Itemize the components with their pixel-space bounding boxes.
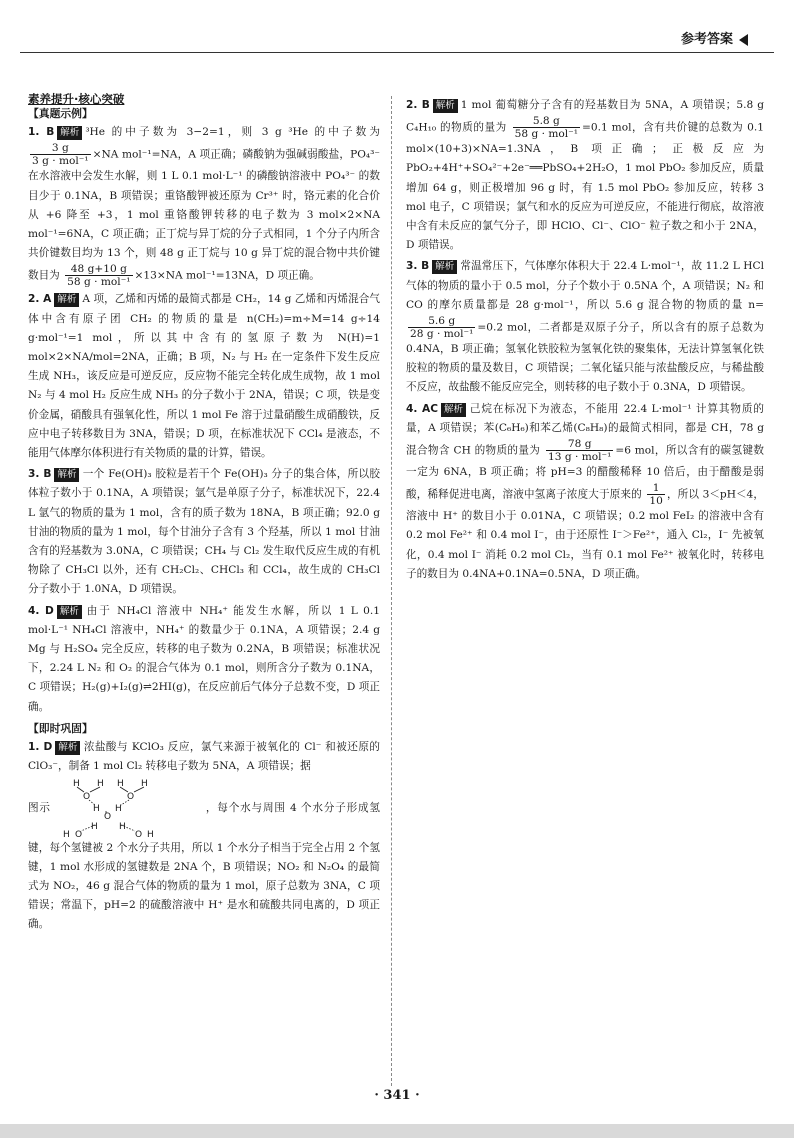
answer-item: 1. D 解析 浓盐酸与 KClO₃ 反应，氯气来源于被氧化的 Cl⁻ 和被还原的 ClO₃⁻，制备 1 mol Cl₂ 转移电子数为 5NA，A 项错误；据 图示 H H H H O O H H O H H O O H H ，每个水与周围 4 个水分子形成氢键，每个氢键被 2 个水分子共用，所以 1 个水分子相当于完全占用 2 个氢键，1 mol 水形成的氢键数是 2NA 个，B 项错误；NO₂ 和 N₂O₄ 的最简式为 NO₂，46 g 混合气体的物质的量为 1 mol，原子总数为 3NA，C 项错误；常温下，pH=2 的硫酸溶液中 H⁺ 是水和硫酸共同电离的，D 项正确。 — [28, 741, 381, 931]
svg-text:H: H — [63, 829, 70, 839]
analysis-tag: 解析 — [54, 468, 79, 482]
svg-text:O: O — [127, 791, 135, 802]
svg-text:H: H — [93, 803, 100, 814]
analysis-tag: 解析 — [57, 126, 82, 140]
section-title: 素养提升·核心突破 — [28, 92, 125, 106]
header-rule — [20, 52, 774, 53]
subsection-title: 【即时巩固】 — [28, 721, 93, 735]
fraction: $\frac{1}{10}$ — [649, 482, 663, 508]
fraction: $\frac{78 g}{\text{13 g · mol⁻¹}}$ — [547, 438, 612, 464]
svg-text:O: O — [135, 829, 143, 839]
svg-text:H: H — [115, 803, 122, 814]
analysis-tag: 解析 — [54, 293, 79, 307]
answer-item: 2. A 解析 A 项，乙烯和丙烯的最简式都是 CH₂，14 g 乙烯和丙烯混合气体中含有原子团 CH₂ 的物质的量是 n(CH₂)=m÷M=14 g÷14 g·mol⁻¹=1 mol，所以其中含有的氢原子数为 N(H)=1 mol×2×NA/mol=2NA，正确；B 项，N₂ 与 H₂ 在一定条件下发生反应生成 NH₃，该反应是可逆反应，反应物不能完全转化成生成物，故 1 mol N₂ 与 4 mol H₂ 反应生成 NH₃ 的分子数小于 2NA，错误；C 项，铁是变价金属，硝酸具有强氧化性，所以 1 mol Fe 溶于过量硝酸生成硝酸铁，反应中电子转移数目为 3NA，错误；D 项，在标准状况下 CCl₄ 是液态，不能用气体摩尔体积进行有关物质的量的计算，错误。 — [28, 293, 380, 460]
svg-text:O: O — [104, 811, 112, 822]
answer-item: 4. AC 解析 己烷在标况下为液态，不能用 22.4 L·mol⁻¹ 计算其物质的量，A 项错误；苯(C₆H₆)和苯乙烯(C₈H₈)的最简式相同，都是 CH，78 g 混合物含 CH 的物质的量为 $\frac{78 g}{\text{13 g · mol⁻¹}}$ =6 mol，所以含有的碳氢键数一定为 6NA，B 项正确；将 pH=3 的醋酸稀释 10 倍后，由于醋酸是弱酸，稀释促进电离，溶液中氢离子浓度大于原来的 $\frac{1}{10}$ ，所以 3＜pH＜4，溶液中 H⁺ 的数目小于 0.01NA，C 项错误；0.2 mol FeI₂ 的溶液中含有 0.2 mol Fe²⁺ 和 0.4 mol I⁻，由于还原性 I⁻＞Fe²⁺，通入 Cl₂，I⁻ 先被氧化，0.4 mol I⁻ 消耗 0.2 mol Cl₂，当有 0.1 mol Fe²⁺ 被氧化时，转移电子的数目为 0.4NA+0.1NA=0.5NA，D 项正确。 — [406, 402, 764, 580]
svg-text:H: H — [119, 821, 126, 832]
svg-text:H: H — [147, 829, 154, 839]
triangle-left-icon — [739, 34, 748, 46]
svg-text:H: H — [117, 778, 124, 789]
svg-text:O: O — [75, 829, 83, 839]
page-number: · 341 · — [374, 1088, 420, 1103]
svg-text:H: H — [73, 778, 80, 789]
svg-text:H: H — [97, 778, 104, 789]
fraction: $\frac{3 g}{\text{3 g · mol⁻¹}}$ — [32, 142, 89, 168]
hydrogen-bond-diagram-icon — [55, 777, 205, 839]
analysis-tag: 解析 — [55, 741, 80, 755]
analysis-tag: 解析 — [441, 403, 466, 417]
fraction: $\frac{48 g+10 g}{\text{58 g · mol⁻¹}}$ — [67, 263, 131, 289]
page-header — [681, 28, 748, 47]
svg-text:H: H — [91, 821, 98, 832]
svg-text:H: H — [141, 778, 148, 789]
fraction: $\frac{5.6 g}{\text{28 g · mol⁻¹}}$ — [410, 315, 474, 341]
analysis-tag: 解析 — [433, 99, 458, 113]
column-divider — [391, 96, 392, 1086]
answer-item: 1. B 解析 ³He 的中子数为 3−2=1，则 3 g ³He 的中子数为 $\frac{3 g}{\text{3 g · mol⁻¹}}$ ×NA mol⁻¹=NA，A 项正确；磷酸钠为强碱弱酸盐，PO₄³⁻ 在水溶液中会发生水解，则 1 L 0.1 mol·L⁻¹ 的磷酸钠溶液中 PO₄³⁻ 的数目少于 0.1NA，B 项错误；重铬酸钾被还原为 Cr³⁺ 时，铬元素的化合价从 +6 降至 +3，1 mol 重铬酸钾转移的电子数为 3 mol×2×NA mol⁻¹=6NA，C 项正确；正丁烷与异丁烷的分子式相同，1 个分子内所含共价键数目均为 13 个，则 48 g 正丁烷与 10 g 异丁烷的混合物中共价键数目为 $\frac{48 g+10 g}{\text{58 g · mol⁻¹}}$ ×13×NA mol⁻¹=13NA，D 项正确。 — [28, 126, 380, 289]
water-hydrogen-bond-figure — [55, 777, 205, 839]
page-bottom-bar — [0, 1124, 794, 1138]
header-title: 参考答案 — [680, 32, 733, 47]
answer-item: 3. B 解析 一个 Fe(OH)₃ 胶粒是若干个 Fe(OH)₃ 分子的集合体，所以胶体粒子数小于 0.1NA，A 项错误；氩气是单原子分子，标准状况下，22.4 L 氩气的物质的量为 1 mol，含有的质子数为 18NA，B 项正确；92.0 g 甘油的物质的量为 1 mol，每个甘油分子含有 3 个羟基，所以 1 mol 甘油含有的羟基数为 3.0NA，C 项错误；CH₄ 与 Cl₂ 发生取代反应生成的有机物除了 CH₃Cl 以外，还有 CH₂Cl₂、CHCl₃ 和 CCl₄，故生成的 CH₃Cl 分子数小于 1.0NA，D 项错误。 — [28, 468, 380, 596]
answer-item: 3. B 解析 常温常压下，气体摩尔体积大于 22.4 L·mol⁻¹，故 11.2 L HCl 气体的物质的量小于 0.5 mol，分子个数小于 0.5NA 个，A 项错误；N₂ 和 CO 的摩尔质量都是 28 g·mol⁻¹，所以 5.6 g 混合物的物质的量 n= $\frac{5.6 g}{\text{28 g · mol⁻¹}}$ =0.2 mol，二者都是双原子分子，所以含有的原子总数为 0.4NA，B 项正确；氢氧化铁胶粒为氢氧化铁的聚集体，无法计算氢氧化铁胶粒的物质的量及数目，C 项错误；二氧化锰只能与浓盐酸反应，与稀盐酸不反应，故盐酸不能反应完全，则转移的电子数小于 0.3NA，D 项错误。 — [406, 260, 764, 394]
left-column — [28, 96, 380, 937]
fraction: $\frac{5.8 g}{\text{58 g · mol⁻¹}}$ — [514, 115, 579, 141]
analysis-tag: 解析 — [432, 260, 457, 274]
analysis-tag: 解析 — [57, 605, 82, 619]
answer-item: 2. B 解析 1 mol 葡萄糖分子含有的羟基数目为 5NA，A 项错误；5.8 g C₄H₁₀ 的物质的量为 $\frac{5.8 g}{\text{58 g · mol⁻¹}}$ =0.1 mol，含有共价键的总数为 0.1 mol×(10+3)×NA=1.3NA，B 项正确；正极反应为 PbO₂+4H⁺+SO₄²⁻+2e⁻══PbSO₄+2H₂O，1 mol PbO₂ 参加反应，质量增加 64 g，则正极增加 96 g 时，有 1.5 mol PbO₂ 参加反应，转移 3 mol 电子，C 项错误；氯气和水的反应为可逆反应，不能进行彻底，故溶液中含有未反应的氯气分子，即 HClO、Cl⁻、ClO⁻ 粒子数之和小于 2NA，D 项错误。 — [406, 99, 764, 252]
subsection-title: 【真题示例】 — [28, 107, 93, 120]
answer-item: 4. D 解析 由于 NH₄Cl 溶液中 NH₄⁺ 能发生水解，所以 1 L 0.1 mol·L⁻¹ NH₄Cl 溶液中，NH₄⁺ 的数量少于 0.1NA，A 项错误；2.4 g Mg 与 H₂SO₄ 完全反应，转移的电子数为 0.2NA，B 项错误；标准状况下，2.24 L N₂ 和 O₂ 的混合气体为 0.1 mol，则所含分子数为 0.1NA，C 项错误；H₂(g)+I₂(g)⇌2HI(g)，在反应前后气体分子总数不变，D 项正确。 — [28, 604, 380, 713]
right-column — [406, 96, 764, 586]
svg-text:O: O — [83, 791, 91, 802]
